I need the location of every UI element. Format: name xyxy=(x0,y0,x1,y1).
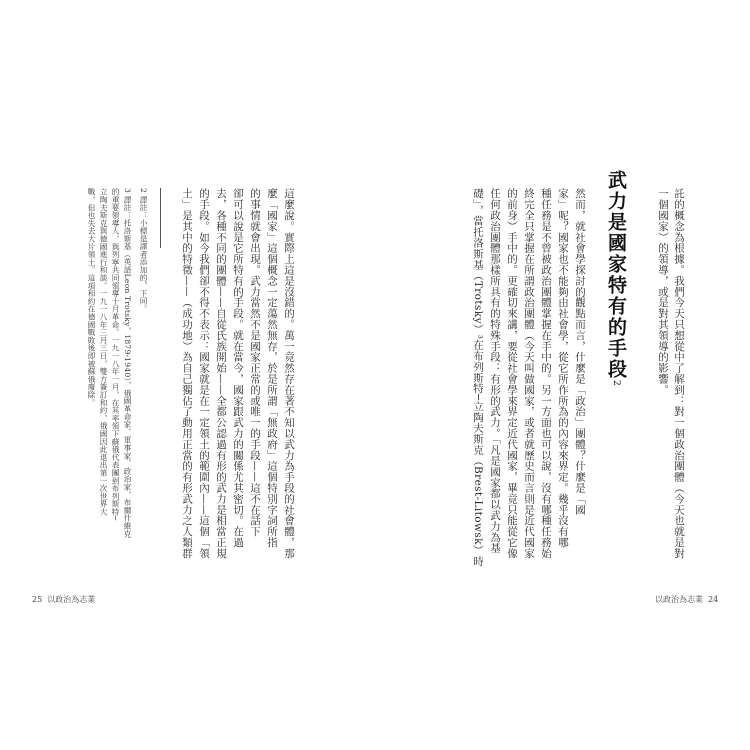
right-folio xyxy=(655,594,718,605)
right-body-line-6: 任何政治團體那樣所具有的特殊手段：有形的武力。「凡是國家都以武力為基 xyxy=(489,188,501,554)
section-heading-footnote-mark: 2 xyxy=(611,380,621,388)
footnote-rule xyxy=(160,188,161,248)
footnote-3-line-2: 的重要領導人，與列寧共同領導十月革命。一九一八年一月，在其率領下蘇俄代表團到布列斯特─ xyxy=(111,188,120,521)
left-body-line-5: 去，各種不同的團體——自從氏族開始——全都公認過有形的武力是相當正規 xyxy=(215,188,227,559)
right-body-line-5: 的前身）手中的。更確切來講，要從社會學來界定近代國家，畢竟只能從它像 xyxy=(506,188,518,559)
right-page-number: 24 xyxy=(708,595,719,604)
left-body-line-3: 的事情就會出現。武力當然不是國家正常的或唯一的手段——這不在話下 xyxy=(249,188,261,537)
left-folio xyxy=(32,594,95,605)
right-body-line-3: 種任務是不曾被政治團體掌握在手中的。另一方面也可以說，沒有哪種任務始 xyxy=(540,188,552,559)
right-page-line-1: 託的概念為根據。我們今天只想從中了解到：對一個政治團體（今天也就是對 xyxy=(673,188,685,559)
right-body-line-2: 家」呢？國家也不能夠由社會學，從它所作所為的內容來界定。幾乎沒有哪 xyxy=(557,188,569,548)
left-body-line-6: 的手段。如今我們卻不得不表示：國家就是在一定領土的範圍內——這個「領 xyxy=(198,188,210,559)
left-body-line-2: 麼「國家」這個概念一定蕩然無存，於是所謂「無政府」這個特別字詞所指 xyxy=(266,188,278,548)
left-body-line-7: 土」是其中的特徵——（成功地）為自己獨佔了動用正當的有形武力之人類群 xyxy=(181,188,193,559)
footnote-2: 2 譯註：小標是譯者添加的，下同。 xyxy=(139,188,148,313)
section-heading xyxy=(603,170,630,388)
right-body-line-4: 終完全只掌握在所謂政治團體（今天叫做國家，或者就歷史而言則是近代國家 xyxy=(523,188,535,559)
right-page-line-2: 一個國家）的領導，或是對其領導的影響。 xyxy=(657,188,669,396)
left-body-line-1: 這麼說。實際上這是沒錯的。萬一竟然存在著不知以武力為手段的社會體，那 xyxy=(283,188,295,559)
left-folio-title: 以政治為志業 xyxy=(47,595,96,604)
right-body-line-1: 然而，就社會學探討的觀點而言，什麼是「政治」團體？什麼是「國 xyxy=(574,188,586,515)
right-folio-title: 以政治為志業 xyxy=(655,595,703,604)
footnote-3-line-4: 戰，但也失去大片領土。這項和約在德國戰敗後即被蘇俄廢除。 xyxy=(87,188,96,407)
footnote-3-line-1: 3 譯註：托洛斯基（英語Leon Trotsky，1879-1940），俄國革命家、軍事家、政治家，布爾什維克 xyxy=(123,188,132,538)
left-page-number: 25 xyxy=(32,595,43,604)
footnote-3-line-3: 立陶夫斯克與德國進行和談。一九一八年三月三日，雙方簽訂和約，俄國因此退出第一次世界大 xyxy=(99,188,108,516)
right-body-line-7: 礎」，當托洛斯基（Trotsky）³在布列斯特─立陶夫斯克（Brest-Litowsk）時 xyxy=(472,188,484,567)
left-body-line-4: 卻可以說是它所特有的手段。就在當今，國家跟武力的關係尤其密切。在過 xyxy=(232,188,244,548)
section-heading-text: 武力是國家特有的手段 xyxy=(605,170,627,380)
